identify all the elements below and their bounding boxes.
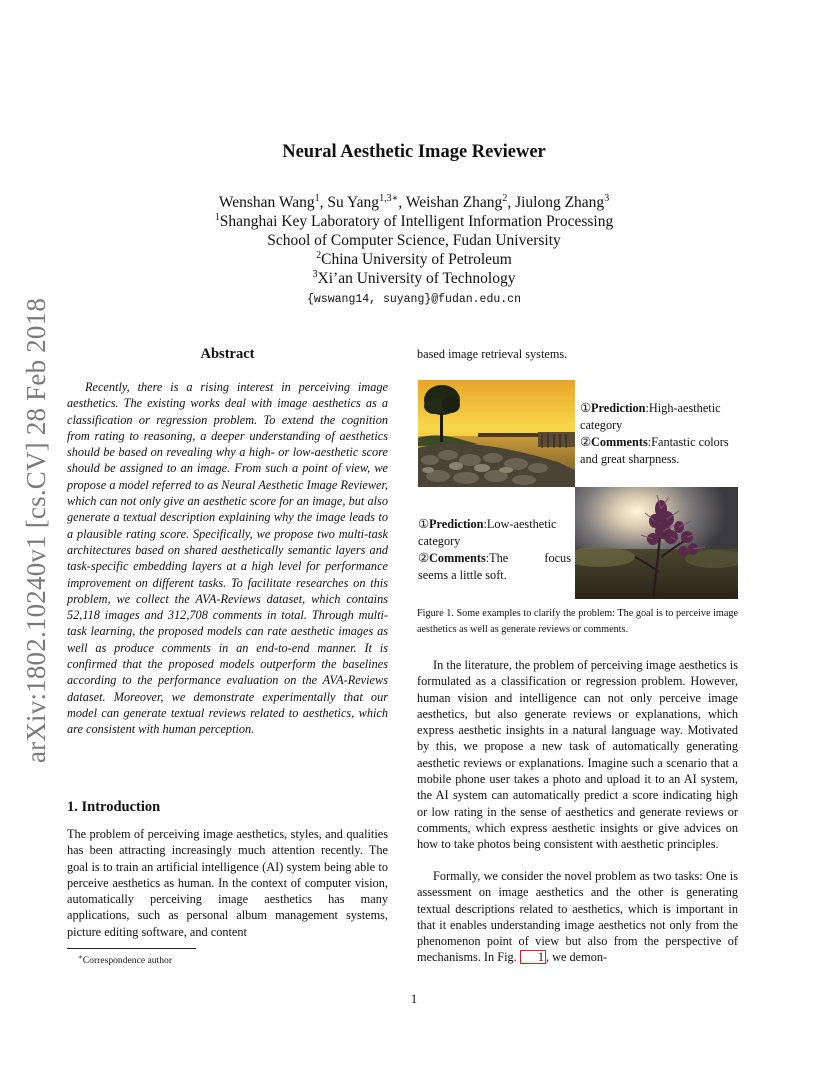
comments-head	[418, 550, 508, 567]
affiliation-text: Xi’an University of Technology	[317, 270, 516, 287]
affiliation	[0, 250, 828, 269]
arxiv-stamp-text: arXiv:1802.10240v1 [cs.CV] 28 Feb 2018	[21, 297, 52, 763]
affiliation	[0, 231, 828, 250]
intro-paragraph: The problem of perceiving image aesthetics, styles, and qualities has been attracting increasingly much attention recently. The goal is to train an artificial intelligence (AI) system being able to perceive aesthetics as human. In the context of computer vision, automatically perceiving image aesthetics has many applications, such as personal album management systems, picture editing software, and content	[67, 827, 388, 939]
comments-value: :The	[485, 551, 509, 565]
prediction-line	[418, 516, 571, 550]
author-sup: 2	[502, 192, 508, 204]
author-name: Jiulong Zhang	[515, 194, 605, 211]
author-names: Wenshan Wang$^1$, Su Yang$^{1,3∗}$, Weishan Zhang$^2$, Jiulong Zhang$^3$	[218, 192, 610, 211]
prediction-value: :Low-aesthetic category	[418, 517, 557, 548]
affiliation-sup: 1	[214, 211, 220, 223]
footnote-rule	[67, 948, 196, 949]
prediction-label: Prediction	[429, 517, 484, 531]
body-paragraph	[417, 868, 738, 966]
prediction-value: :High-aesthetic category	[580, 401, 721, 432]
figure-image-flower	[575, 487, 738, 599]
comments-label: Comments	[591, 435, 648, 449]
affiliation-sup: 3	[312, 268, 318, 280]
comments-continuation: seems a little soft.	[418, 568, 507, 582]
affiliation-text: Shanghai Key Laboratory of Intelligent Information Processing	[219, 213, 614, 230]
affiliation	[0, 212, 828, 231]
paragraph-text-end: , we demon-	[545, 950, 608, 965]
right-column-top-line: based image retrieval systems.	[417, 347, 568, 361]
footnote-text: Correspondence author	[82, 955, 173, 967]
paper-title: Neural Aesthetic Image Reviewer	[282, 142, 546, 162]
arxiv-stamp	[22, 280, 52, 780]
author-sup: 1,3∗	[379, 192, 399, 204]
comments-value-word: focus	[544, 551, 571, 565]
intro-heading: 1. Introduction	[67, 799, 161, 815]
circled-one: ①	[418, 517, 430, 531]
footnote-mark: ∗	[78, 953, 83, 961]
figure-example-1-text	[580, 400, 740, 468]
abstract-text: Recently, there is a rising interest in perceiving image aesthetics. The existing works deal with image aesthetics as a classification or regression problem. To extend the cognition from rating to reasoning, a deeper understanding of aesthetics should be based on revealing why a high- or low-aesthetic score should be assigned to an image. From such a point of view, we propose a model referred to as Neural Aesthetic Image Reviewer, which can not only give an aesthetic score for an image, but also generate a textual description explaining why the image leads to a plausible rating score. Specifically, we propose two multi-task architectures based on shared aesthetically semantic layers and task-specific embedding layers at a high level for performance improvement on different tasks. To facilitate researches on this problem, we collect the AVA-Reviews dataset, which contains 52,118 images and 312,708 comments in total. Through multi-task learning, the proposed models can rate aesthetic images as well as produce comments in an end-to-end manner. It is confirmed that the proposed models outperform the baselines according to the performance evaluation on the AVA-Reviews dataset. Moreover, we demonstrate experimentally that our model can generate textual reviews related to aesthetics, which are consistent with human perception.	[67, 380, 388, 737]
author-name: Weishan Zhang	[405, 194, 503, 211]
page-number: 1	[410, 992, 418, 1006]
author-email[interactable]: {wswang14, suyang}@fudan.edu.cn	[307, 293, 521, 306]
prediction-label: Prediction	[591, 401, 646, 415]
figure-caption: Figure 1. Some examples to clarify the problem: The goal is to perceive image aesthetics as well as generate reviews or comments.	[417, 608, 738, 635]
body-paragraph: In the literature, the problem of perceiving image aesthetics is formulated as a classification or regression problem. However, human vision and intelligence can not only perceive image aesthetics, but also generate reviews or explanations, which express aesthetic insights in a natural language way. Motivated by this, we propose a new task of automatically generating aesthetic reviews or explanations. Imagine such a scenario that a mobile phone user takes a photo and upload it to an AI system, the AI system can automatically predict a score indicating high or low rating in the sense of aesthetics and generate reviews or comments, which express aesthetic insights or give advices on how to take photos being consistent with aesthetic principles.	[417, 658, 738, 852]
circled-one: ①	[580, 401, 592, 415]
comments-line	[580, 434, 740, 468]
paragraph-text: Formally, we consider the novel problem as two tasks: One is assessment on image aesthetics and the other is generating textual descriptions related to aesthetics, which is important in that it enables understanding image aesthetics not only from the phenomenon point of view but also from the perspective of mechanisms. In Fig.	[417, 869, 738, 965]
comments-value: :Fantastic colors and great sharpness.	[580, 435, 729, 466]
author-sup: 3	[604, 192, 610, 204]
comments-label: Comments	[429, 551, 486, 565]
circled-two: ②	[580, 435, 592, 449]
author-name: Wenshan Wang	[218, 194, 315, 211]
author-block	[0, 193, 828, 309]
footnote	[78, 953, 172, 966]
affiliation-text: China University of Petroleum	[321, 251, 512, 268]
abstract-heading: Abstract	[200, 346, 255, 362]
affiliation	[0, 269, 828, 288]
comments-line	[418, 550, 571, 567]
circled-two: ②	[418, 551, 430, 565]
figure-example-2-text	[418, 516, 571, 584]
author-name: Su Yang	[327, 194, 380, 211]
prediction-line	[580, 400, 740, 434]
author-sup: 1	[314, 192, 320, 204]
affiliation-text: School of Computer Science, Fudan University	[267, 232, 561, 249]
figure-reference-link[interactable]: 1	[520, 950, 546, 964]
figure-image-sunset	[418, 380, 575, 487]
affiliation-sup: 2	[316, 249, 322, 261]
